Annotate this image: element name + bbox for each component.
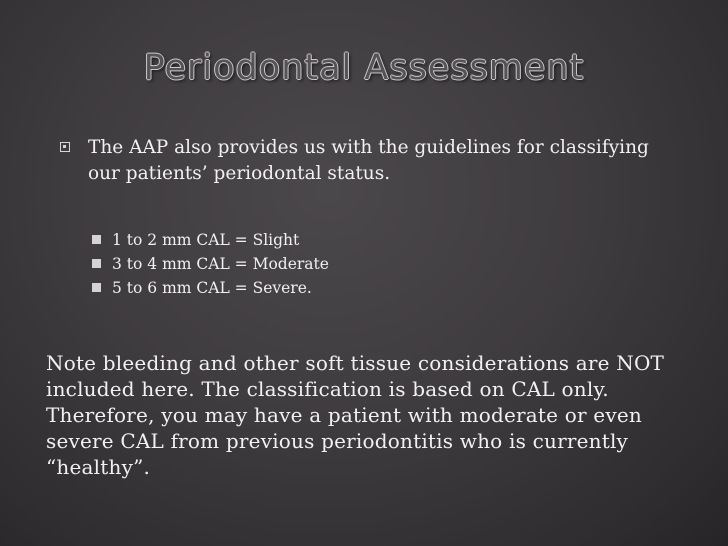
sub-bullet-text: 5 to 6 mm CAL = Severe. [112, 279, 312, 297]
square-bullet-icon [60, 142, 70, 152]
note-paragraph: Note bleeding and other soft tissue considerations are NOT included here. The classification is based on CAL only. Therefore, you may have a patient with moderate or even severe CAL from previous periodontitis who is currently “healthy”. [46, 351, 665, 479]
square-bullet-icon [92, 259, 101, 268]
sub-bullet-list [92, 228, 592, 300]
sub-bullet-text: 3 to 4 mm CAL = Moderate [112, 255, 329, 273]
sub-bullet-item [92, 252, 592, 276]
square-bullet-icon [92, 283, 101, 292]
main-bullet-text: The AAP also provides us with the guidelines for classifying our patients’ periodontal status. [88, 137, 649, 184]
sub-bullet-text: 1 to 2 mm CAL = Slight [112, 231, 300, 249]
sub-bullet-item [92, 276, 592, 300]
slide-title: Periodontal Assessment [143, 48, 585, 88]
sub-bullet-item [92, 228, 592, 252]
main-bullet [64, 135, 684, 187]
square-bullet-icon [92, 235, 101, 244]
